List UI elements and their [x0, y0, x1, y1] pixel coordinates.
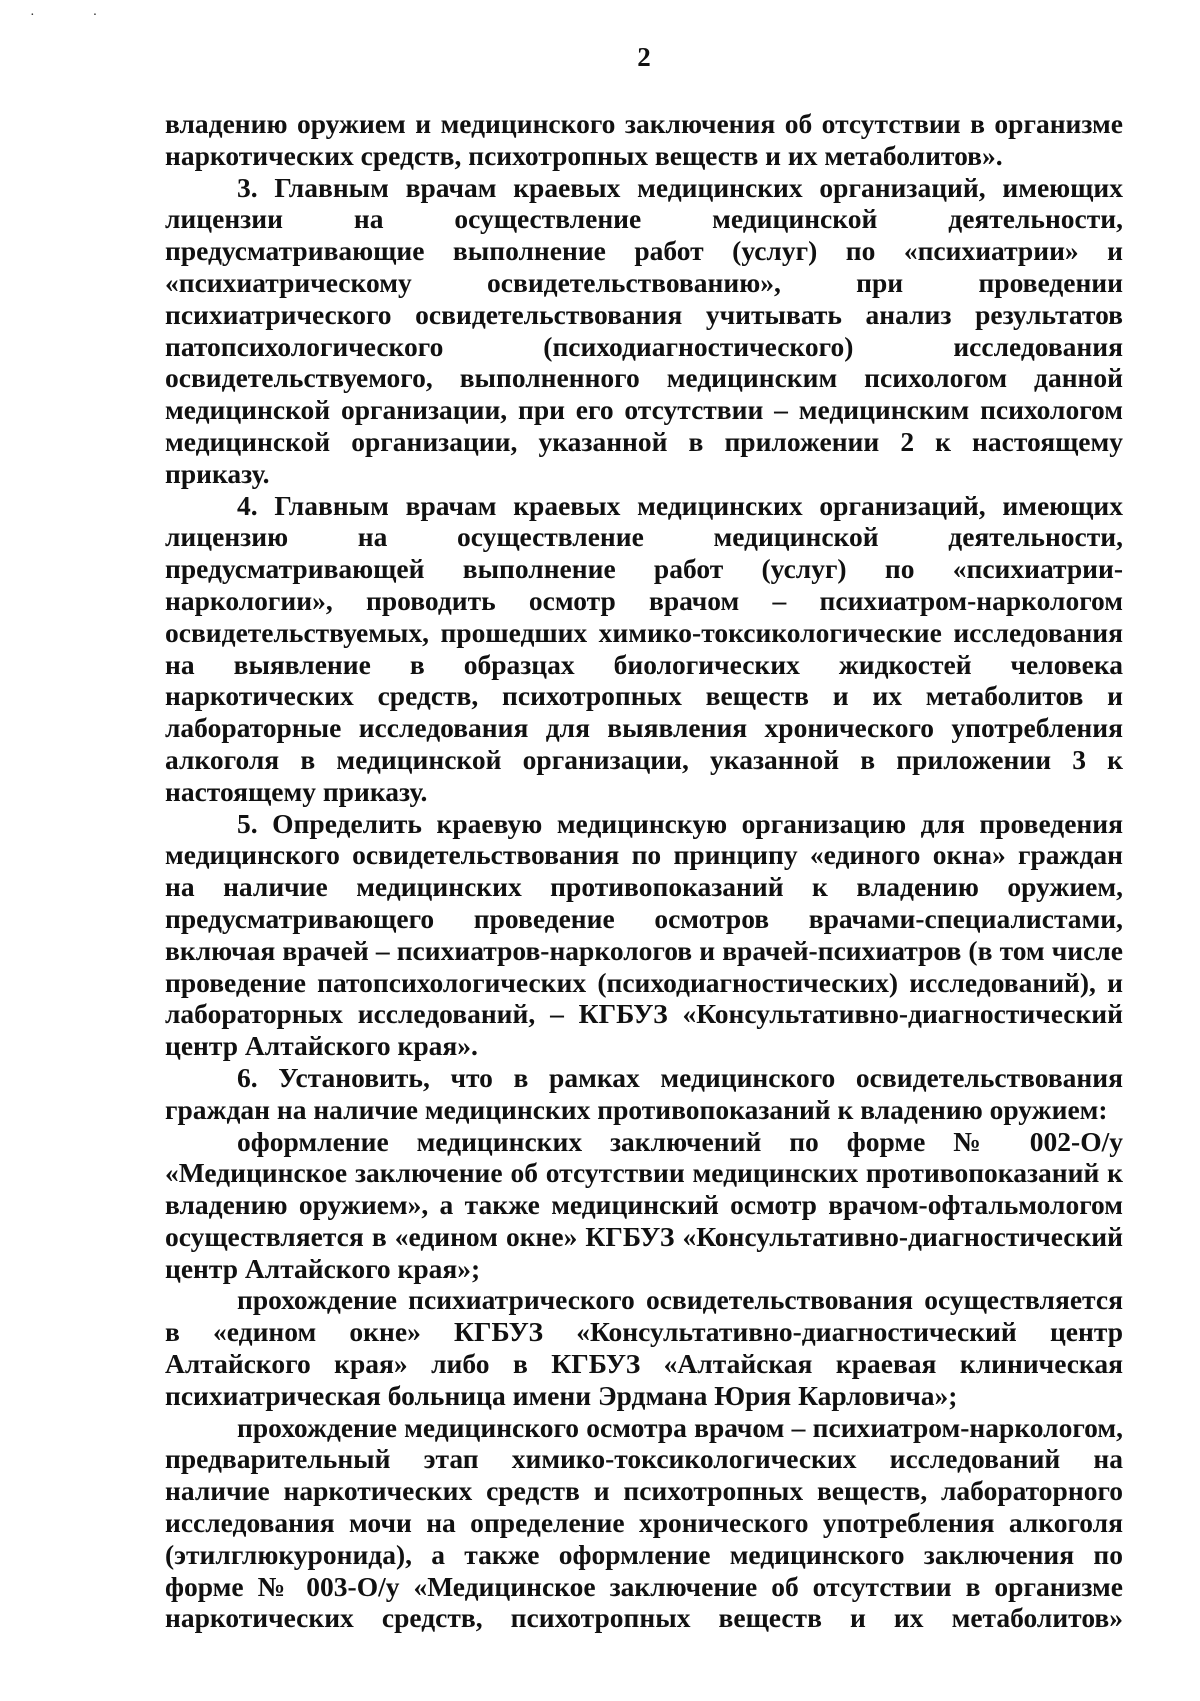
paragraph-item-6-subpoint-3: прохождение медицинского осмотра врачом – психиатром-наркологом, предварительный этап химико-токсикологических исследований на наличие наркотических средств и психотропных веществ, лабораторного исследования мочи на определение хронического употребления алкоголя (этилглюкуронида), а также оформление медицинского заключения по форме № 003-О/у «Медицинское заключение об отсутствии в организме наркотических средств, психотропных веществ и их метаболитов» [165, 1411, 1123, 1634]
paragraph-item-6-subpoint-2: прохождение психиатрического освидетельствования осуществляется в «едином окне» КГБУЗ «Консультативно-диагностический центр Алтайского края» либо в КГБУЗ «Алтайская краевая клиническая психиатрическая больница имени Эрдмана Юрия Карловича»; [165, 1284, 1123, 1411]
paragraph-item-3: 3. Главным врачам краевых медицинских организаций, имеющих лицензии на осуществление медицинской деятельности, предусматривающие выполнение работ (услуг) по «психиатрии» и «психиатрическому освидетельствованию», при проведении психиатрического освидетельствования учитывать анализ результатов патопсихологического (психодиагностического) исследования освидетельствуемого, выполненного медицинским психологом данной медицинской организации, при его отсутствии – медицинским психологом медицинской организации, указанной в приложении 2 к настоящему приказу. [165, 171, 1123, 489]
page-number: 2 [637, 42, 651, 72]
paragraph-item-5: 5. Определить краевую медицинскую организацию для проведения медицинского освидетельствования по принципу «единого окна» граждан на наличие медицинских противопоказаний к владению оружием, предусматривающего проведение осмотров врачами-специалистами, включая врачей – психиатров-наркологов и врачей-психиатров (в том числе проведение патопсихологических (психодиагностических) исследований), и лабораторных исследований, – КГБУЗ «Консультативно-диагностический центр Алтайского края». [165, 807, 1123, 1062]
paragraph-item-6: 6. Установить, что в рамках медицинского освидетельствования граждан на наличие медицинских противопоказаний к владению оружием: [165, 1061, 1123, 1125]
paragraph-item-4: 4. Главным врачам краевых медицинских организаций, имеющих лицензию на осуществление медицинской деятельности, предусматривающей выполнение работ (услуг) по «психиатрии-наркологии», проводить осмотр врачом – психиатром-наркологом освидетельствуемых, прошедших химико-токсикологические исследования на выявление в образцах биологических жидкостей человека наркотических средств, психотропных веществ и их метаболитов и лабораторные исследования для выявления хронического употребления алкоголя в медицинской организации, указанной в приложении 3 к настоящему приказу. [165, 489, 1123, 807]
scan-artifact-marks: ·· [30, 8, 156, 23]
document-body [165, 108, 1123, 1634]
paragraph-item-6-subpoint-1: оформление медицинских заключений по форме № 002-О/у «Медицинское заключение об отсутствии медицинских противопоказаний к владению оружием», а также медицинский осмотр врачом-офтальмологом осуществляется в «едином окне» КГБУЗ «Консультативно-диагностический центр Алтайского края»; [165, 1125, 1123, 1284]
paragraph-continuation: владению оружием и медицинского заключения об отсутствии в организме наркотических средств, психотропных веществ и их метаболитов». [165, 108, 1123, 171]
